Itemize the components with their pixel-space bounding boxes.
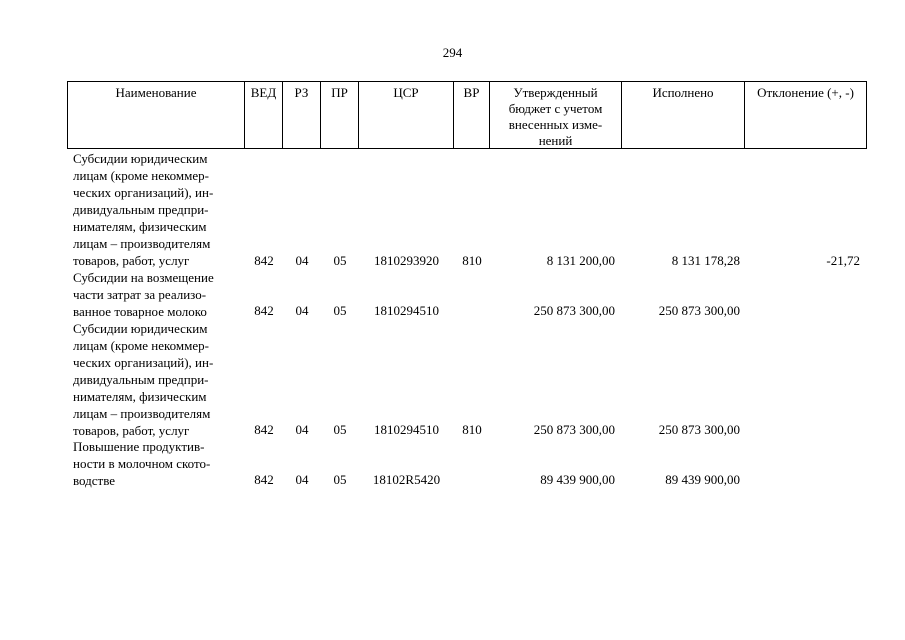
row-executed: 250 873 300,00 [658,422,740,437]
header-deviation: Отклонение (+, -) [757,85,854,100]
row-rz: 04 [295,303,309,318]
row-vr: 810 [462,253,482,268]
row-name: Субсидии юридическим лицам (кроме некоммер- ческих организаций), ин- дивидуальным предпри- нимателям, физическим лицам – производителям товаров, работ, услуг [73,151,214,268]
row-ved: 842 [254,422,274,437]
header-ved: ВЕД [245,82,283,148]
row-name: Повышение продуктив- ности в молочном ското- водстве [73,439,211,488]
row-rz: 04 [295,472,309,487]
row-csr: 1810294510 [374,303,439,318]
row-name: Субсидии на возмещение части затрат за реализо- ванное товарное молоко [73,270,214,319]
header-csr: ЦСР [359,82,454,148]
row-vr: 810 [462,422,482,437]
row-budget: 250 873 300,00 [533,303,615,318]
row-pr: 05 [333,422,347,437]
row-ved: 842 [254,303,274,318]
header-vr: ВР [454,82,490,148]
row-rz: 04 [295,253,309,268]
header-name: Наименование [68,82,245,148]
row-budget: 250 873 300,00 [533,422,615,437]
row-budget: 89 439 900,00 [540,472,615,487]
row-pr: 05 [333,472,347,487]
row-executed: 89 439 900,00 [665,472,740,487]
row-deviation: -21,72 [826,253,860,268]
row-pr: 05 [333,253,347,268]
header-budget: Утвержденный бюджет с учетом внесенных изме-нений [490,82,622,148]
row-budget: 8 131 200,00 [546,253,615,268]
header-rz: РЗ [283,82,321,148]
row-pr: 05 [333,303,347,318]
row-name: Субсидии юридическим лицам (кроме некоммер- ческих организаций), ин- дивидуальным предпри- нимателям, физическим лицам – производителям товаров, работ, услуг [73,321,214,438]
row-csr: 1810294510 [374,422,439,437]
row-executed: 250 873 300,00 [658,303,740,318]
row-csr: 1810293920 [374,253,439,268]
header-pr: ПР [321,82,359,148]
table-header [67,81,867,149]
header-executed: Исполнено [622,82,745,148]
row-csr: 18102R5420 [372,472,441,487]
row-rz: 04 [295,422,309,437]
row-executed: 8 131 178,28 [671,253,740,268]
row-ved: 842 [254,472,274,487]
page-number: 294 [442,45,463,60]
row-ved: 842 [254,253,274,268]
